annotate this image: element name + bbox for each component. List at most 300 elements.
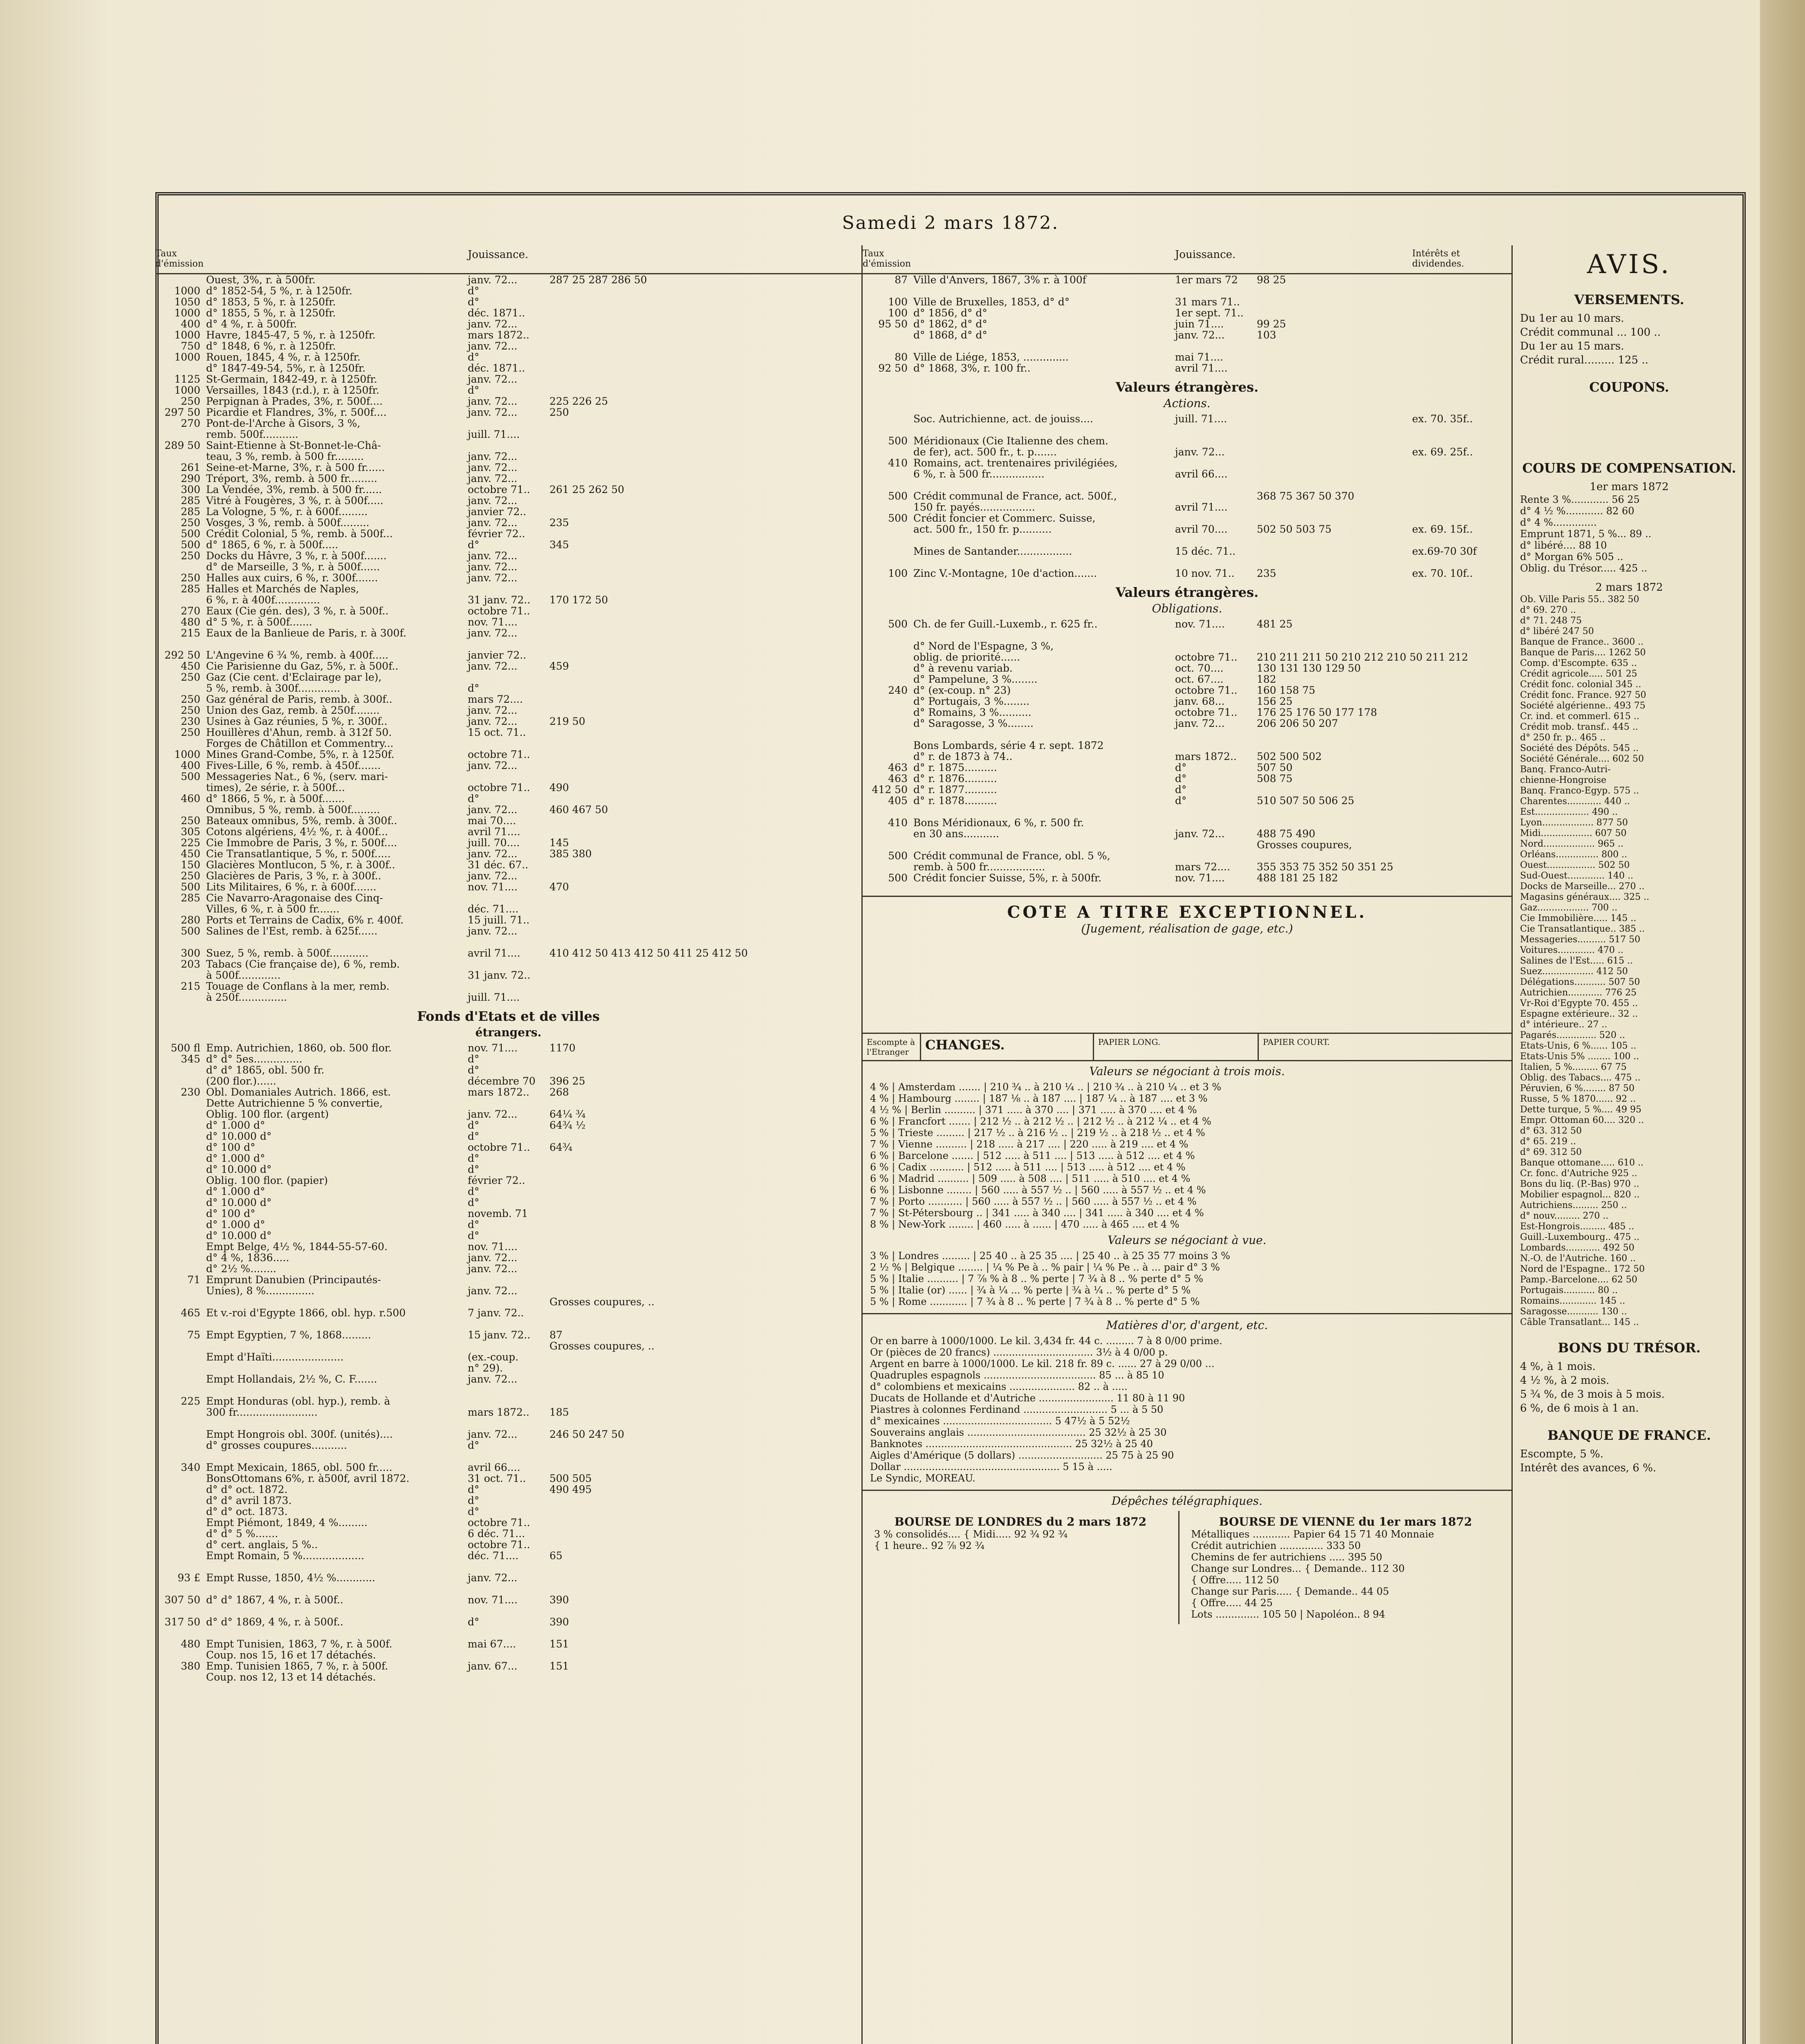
cell-c: 459	[549, 660, 569, 672]
cell-c: 510 507 50 506 25	[1257, 795, 1354, 807]
table-row	[155, 1473, 861, 1484]
cell-n: 80	[895, 351, 908, 363]
text-line: Lyon.................. 877 50	[1520, 818, 1628, 828]
cell-j: d°	[468, 285, 480, 297]
cell-j: 31 déc. 67..	[468, 859, 529, 871]
cell-j: mai 70....	[468, 815, 516, 827]
table-row	[155, 329, 861, 341]
table-row	[155, 1661, 861, 1672]
text-line: Banknotes ............................................... 25 32½ à 25 40	[870, 1438, 1153, 1450]
text-line: Lombards............ 492 50	[1520, 1243, 1635, 1253]
text-line: Saragosse........... 130 ..	[1520, 1307, 1627, 1317]
table-row	[155, 528, 861, 539]
cell-j: d°	[468, 1130, 480, 1142]
cell-j: janv. 72...	[468, 550, 518, 562]
text-line: Mobilier espagnol... 820 ..	[1520, 1190, 1640, 1200]
cell-t: d° grosses coupures...........	[206, 1439, 347, 1451]
cell-t: La Vendée, 3%, remb. à 500 fr......	[206, 484, 382, 495]
cell-t: Bons Lombards, série 4 r. sept. 1872	[913, 740, 1104, 751]
cell-j: avril 71....	[468, 826, 520, 838]
table-row	[155, 793, 861, 804]
middle-rows	[863, 274, 1511, 374]
cell-j: nov. 71....	[468, 1241, 518, 1253]
cell-d: ex. 69. 25f..	[1412, 446, 1473, 458]
table-row	[155, 451, 861, 462]
cell-j: d°	[468, 1439, 480, 1451]
cell-t: Saint-Etienne à St-Bonnet-le-Châ-	[206, 439, 381, 451]
cell-j: janvier 72..	[468, 506, 527, 518]
cell-n: 250	[181, 517, 200, 529]
cell-j: d°	[468, 351, 480, 363]
cell-j: d°	[468, 682, 480, 694]
cell-j: 1er sept. 71..	[1175, 307, 1244, 319]
text-line: Nord de l'Espagne.. 172 50	[1520, 1264, 1645, 1274]
table-row	[155, 1219, 861, 1230]
table-row	[155, 661, 861, 672]
cell-t: d° 100 d°	[206, 1141, 256, 1153]
cell-c: 64¾ ½	[549, 1119, 586, 1131]
middle-obligations-rows	[863, 619, 1511, 883]
table-row	[155, 285, 861, 296]
text-line: d° libéré.... 88 10	[1520, 540, 1607, 551]
cell-j: mars 72....	[468, 693, 523, 705]
cell-j: janv. 72...	[468, 373, 518, 385]
table-row	[155, 495, 861, 506]
text-line: Intérêt des avances, 6 %.	[1520, 1462, 1657, 1474]
table-row	[863, 568, 1511, 579]
cell-n: 500	[888, 435, 908, 447]
table-row	[863, 513, 1511, 524]
cell-t: Bateaux omnibus, 5%, remb. à 300f..	[206, 815, 397, 827]
cell-t: d° 1847-49-54, 5%, r. à 1250fr.	[206, 362, 366, 374]
cell-n: 450	[181, 660, 200, 672]
cell-j: octobre 71..	[1175, 684, 1238, 696]
table-row	[155, 837, 861, 848]
cell-j: janv. 72...	[1175, 717, 1225, 729]
cell-j: 15 oct. 71..	[468, 726, 526, 738]
table-row	[155, 716, 861, 727]
text-line: chienne-Hongroise	[1520, 775, 1607, 785]
cell-t: Glacières de Paris, 3 %, r. à 300f..	[206, 870, 381, 882]
cell-t: Unies), 8 %...............	[206, 1285, 315, 1297]
cell-t: Touage de Conflans à la mer, remb.	[206, 980, 390, 992]
cell-n: 225	[181, 1395, 200, 1407]
text-line: Banque de France.. 3600 ..	[1520, 637, 1644, 647]
cell-t: Soc. Autrichienne, act. de jouiss....	[913, 413, 1093, 425]
cell-n: 460	[181, 793, 200, 805]
table-row	[155, 760, 861, 771]
cell-n: 250	[181, 671, 200, 683]
table-row	[155, 407, 861, 418]
text-line: 6 % | Barcelone ....... | 512 ..... à 511 .... | 513 ..... à 512 .... et 4 %	[870, 1150, 1195, 1161]
table-row	[155, 1429, 861, 1440]
cell-t: d° 100 d°	[206, 1208, 256, 1219]
text-line: Pagarés.............. 520 ..	[1520, 1030, 1625, 1040]
cell-d: ex. 69. 15f..	[1412, 523, 1473, 535]
text-line: d° mexicaines ................................... 5 47½ à 5 52½	[870, 1415, 1130, 1427]
table-row	[863, 685, 1511, 696]
cell-n: 1000	[174, 329, 200, 341]
cell-t: d° 5 %, r. à 500f.......	[206, 616, 312, 628]
text-line: Etats-Unis 5% ........ 100 ..	[1520, 1051, 1639, 1062]
cell-t: Seine-et-Marne, 3%, r. à 500 fr......	[206, 462, 385, 473]
cell-j: avril 66....	[468, 1461, 520, 1473]
cell-j: janv. 67...	[468, 1660, 518, 1672]
table-row	[155, 1197, 861, 1208]
cell-c: Grosses coupures, ..	[549, 1340, 655, 1352]
text-line: 6 % | Cadix ........... | 512 ..... à 511 .... | 513 ..... à 512 .... et 4 %	[870, 1161, 1186, 1173]
left-rows	[155, 274, 861, 1003]
table-row	[155, 1153, 861, 1164]
table-row	[155, 616, 861, 628]
cell-c: 206 206 50 207	[1257, 717, 1338, 729]
cell-t: d° d° 5 %.......	[206, 1528, 278, 1540]
table-row	[863, 424, 1511, 435]
cell-t: Eaux (Cie gén. des), 3 %, r. à 500f..	[206, 605, 389, 617]
cell-j: janvier 72..	[468, 649, 527, 661]
text-line: 6 %, de 6 mois à 1 an.	[1520, 1402, 1639, 1414]
cell-n: 250	[181, 870, 200, 882]
text-line: Nord.................. 965 ..	[1520, 839, 1623, 849]
cell-t: d° 1868, d° d°	[913, 329, 987, 341]
text-line: Change sur Londres... { Demande.. 112 30	[1191, 1563, 1405, 1574]
table-row	[863, 307, 1511, 318]
table-row	[155, 1120, 861, 1131]
cell-t: d° Romains, 3 %..........	[913, 706, 1031, 718]
cell-t: d° 10.000 d°	[206, 1163, 272, 1175]
cell-n: 500	[181, 881, 200, 893]
cell-c: 345	[549, 539, 569, 551]
middle-column	[863, 245, 1513, 2044]
cell-c: 287 25 287 286 50	[549, 274, 647, 286]
table-row	[155, 1230, 861, 1241]
cell-t: Crédit foncier et Commerc. Suisse,	[913, 512, 1096, 524]
table-row	[863, 784, 1511, 795]
cell-n: 500	[888, 512, 908, 524]
table-row	[155, 1616, 861, 1627]
table-row	[155, 683, 861, 694]
cell-t: Cie Transatlantique, 5 %, r. 500f.....	[206, 848, 391, 860]
cell-c: 64¼ ¾	[549, 1108, 586, 1120]
text-line: d° 69. 270 ..	[1520, 605, 1576, 615]
cell-c: 368 75 367 50 370	[1257, 490, 1354, 502]
cell-c: Grosses coupures,	[1257, 839, 1352, 851]
cell-t: d° 10.000 d°	[206, 1130, 272, 1142]
text-line: d° 65. 219 ..	[1520, 1136, 1576, 1147]
cell-t: d° 1848, 6 %, r. à 1250fr.	[206, 340, 336, 352]
cell-j: d°	[468, 1152, 480, 1164]
section-actions-title: Actions.	[1164, 397, 1211, 410]
cell-n: 345	[181, 1053, 200, 1065]
cell-j: d°	[1175, 773, 1187, 784]
text-line: Crédit fonc. France. 927 50	[1520, 690, 1646, 700]
vienne-title: BOURSE DE VIENNE du 1er mars 1872	[1219, 1515, 1472, 1529]
cell-j: nov. 71....	[1175, 618, 1225, 630]
cell-t: (200 flor.)......	[206, 1075, 276, 1087]
cell-t: Gaz général de Paris, remb. à 300f..	[206, 693, 392, 705]
cell-t: Forges de Châtillon et Commentry...	[206, 737, 394, 749]
table-row	[863, 413, 1511, 424]
cell-j: janv. 72...	[468, 406, 518, 418]
cell-j: janv. 72...	[468, 274, 518, 286]
cell-t: Cie Parisienne du Gaz, 5%, r. à 500f..	[206, 660, 399, 672]
table-row	[155, 550, 861, 561]
table-row	[155, 970, 861, 981]
cell-t: 6 %, r. à 400f..............	[206, 594, 320, 606]
text-line: Rente 3 %............ 56 25	[1520, 494, 1640, 505]
cell-c: 488 75 490	[1257, 828, 1316, 840]
table-row	[863, 468, 1511, 480]
table-row	[155, 1087, 861, 1098]
text-line: 5 % | Italie .......... | 7 ⅞ % à 8 .. % perte | 7 ¾ à 8 .. % perte d° 5 %	[870, 1273, 1204, 1284]
cell-n: 307 50	[164, 1594, 200, 1606]
cell-t: Empt Egyptien, 7 %, 1868.........	[206, 1329, 371, 1341]
cell-j: janv. 72...	[468, 473, 518, 484]
table-row	[863, 729, 1511, 740]
cell-t: Picardie et Flandres, 3%, r. 500f....	[206, 406, 387, 418]
cell-t: Houillères d'Ahun, remb. à 312f 50.	[206, 726, 392, 738]
cell-t: 300 fr.........................	[206, 1406, 318, 1418]
cell-t: d° Pampelune, 3 %........	[913, 673, 1038, 685]
text-line: Oblig. du Trésor..... 425 ..	[1520, 563, 1648, 574]
cell-n: 500	[181, 528, 200, 540]
cell-t: d° 1856, d° d°	[913, 307, 987, 319]
cell-t: 150 fr. payés.................	[913, 501, 1035, 513]
cell-t: Cie Navarro-Aragonaise des Cinq-	[206, 892, 383, 904]
cell-t: Mines de Santander.................	[913, 545, 1072, 557]
changes-rows-2	[863, 1250, 1511, 1307]
text-line: Autrichiens......... 250 ..	[1520, 1200, 1627, 1210]
table-row	[155, 374, 861, 385]
cell-c: 488 181 25 182	[1257, 872, 1338, 884]
text-line: 6 % | Madrid .......... | 509 ..... à 508 .... | 511 ..... à 510 .... et 4 %	[870, 1173, 1191, 1184]
cell-t: Versailles, 1843 (r.d.), r. à 1250fr.	[206, 384, 379, 396]
text-line: Pamp.-Barcelone.... 62 50	[1520, 1275, 1637, 1285]
text-line: d° 71. 248 75	[1520, 616, 1582, 626]
text-line: 5 % | Italie (or) ...... | ¾ à ¼ ... % perte | ¾ à ¼ .. % perte d° 5 %	[870, 1284, 1191, 1296]
cell-t: L'Angevine 6 ¾ %, remb. à 400f.....	[206, 649, 389, 661]
table-row	[155, 1296, 861, 1307]
cell-n: 500	[181, 771, 200, 782]
table-row	[863, 435, 1511, 446]
cell-t: d° 1865, 6 %, r. à 500f.....	[206, 539, 339, 551]
table-row	[155, 1407, 861, 1418]
cell-c: 182	[1257, 673, 1276, 685]
cell-j: déc. 1871..	[468, 362, 525, 374]
cell-j: d°	[1175, 762, 1187, 773]
table-row	[155, 892, 861, 903]
table-row	[155, 473, 861, 484]
cell-t: remb. à 500 fr..................	[913, 861, 1045, 873]
text-line: Crédit autrichien .............. 333 50	[1191, 1540, 1361, 1551]
text-line: 4 %, à 1 mois.	[1520, 1360, 1596, 1373]
cell-n: 292 50	[164, 649, 200, 661]
table-row	[155, 1572, 861, 1583]
table-row	[863, 718, 1511, 729]
text-line: { Offre..... 44 25	[1191, 1597, 1273, 1609]
table-row	[155, 1285, 861, 1296]
londres-title: BOURSE DE LONDRES du 2 mars 1872	[894, 1515, 1147, 1529]
cell-t: d° 10.000 d°	[206, 1230, 272, 1242]
table-row	[155, 1307, 861, 1318]
table-row	[863, 352, 1511, 363]
cell-j: mars 1872..	[1175, 751, 1237, 762]
text-line: d° 4 ½ %............ 82 60	[1520, 505, 1635, 517]
cell-t: Messageries Nat., 6 %, (serv. mari-	[206, 771, 388, 782]
text-line: Charentes............ 440 ..	[1520, 796, 1630, 807]
cell-n: 500	[888, 490, 908, 502]
cell-j: d°	[468, 1506, 480, 1517]
cell-j: octobre 71..	[1175, 706, 1238, 718]
cell-j: 6 déc. 71...	[468, 1528, 525, 1540]
text-line: Est-Hongrois......... 485 ..	[1520, 1221, 1635, 1232]
londres-box	[863, 1511, 1178, 1624]
cell-j: janv. 72...	[468, 1108, 518, 1120]
text-line: d° 250 fr. p.. 465 ..	[1520, 733, 1606, 743]
cell-t: d° d° 1867, 4 %, r. à 500f..	[206, 1594, 343, 1606]
cell-t: Emp. Tunisien 1865, 7 %, r. à 500f.	[206, 1660, 388, 1672]
cell-c: 490	[549, 782, 569, 793]
cell-j: octobre 71..	[468, 782, 530, 793]
changes-head-title: CHANGES.	[921, 1034, 1094, 1060]
cell-t: Crédit foncier Suisse, 5%, r. à 500fr.	[913, 872, 1102, 884]
cell-t: Crédit communal de France, act. 500f.,	[913, 490, 1117, 502]
table-row	[863, 546, 1511, 557]
table-row	[155, 1517, 861, 1528]
table-row	[155, 1175, 861, 1186]
text-line: Ob. Ville Paris 55.. 382 50	[1520, 594, 1639, 605]
text-line: Espagne extérieure.. 32 ..	[1520, 1009, 1638, 1019]
cell-n: 75	[187, 1329, 200, 1341]
table-row	[863, 663, 1511, 674]
cell-j: 15 juill. 71..	[468, 914, 530, 926]
table-row	[863, 296, 1511, 307]
cell-t: Rouen, 1845, 4 %, r. à 1250fr.	[206, 351, 361, 363]
cell-n: 480	[181, 616, 200, 628]
text-line: Délégations........... 507 50	[1520, 977, 1640, 987]
cell-n: 317 50	[164, 1616, 200, 1628]
cell-c: 246 50 247 50	[549, 1428, 624, 1440]
cell-t: d° d° oct. 1872.	[206, 1484, 288, 1495]
table-row	[155, 1495, 861, 1506]
cell-c: 219 50	[549, 715, 585, 727]
text-line: Guill.-Luxembourg.. 475 ..	[1520, 1232, 1640, 1242]
cell-c: 390	[549, 1616, 569, 1628]
versements-title: VERSEMENTS.	[1574, 292, 1684, 307]
cell-c: 151	[549, 1638, 569, 1650]
table-row	[155, 1462, 861, 1473]
cell-j: d°	[468, 1163, 480, 1175]
table-row	[155, 914, 861, 926]
cell-j: janv. 72...	[468, 704, 518, 716]
cell-t: Ch. de fer Guill.-Luxemb., r. 625 fr..	[913, 618, 1098, 630]
table-row	[863, 630, 1511, 641]
text-line: 7 % | Porto ........... | 560 ..... à 557 ½ .. | 560 ..... à 557 ½ .. et 4 %	[870, 1196, 1197, 1207]
cell-n: 215	[181, 627, 200, 639]
table-row	[155, 440, 861, 451]
cell-j: juill. 71....	[468, 428, 520, 440]
text-line: Argent en barre à 1000/1000. Le kil. 218 fr. 89 c. ...... 27 à 29 0/00 ...	[870, 1358, 1215, 1369]
exceptionnel-title: COTE A TITRE EXCEPTIONNEL.	[1007, 903, 1367, 922]
cell-j: octobre 71..	[468, 605, 530, 617]
table-row	[155, 1539, 861, 1550]
cell-n: 289 50	[164, 439, 200, 451]
cell-t: Ville d'Anvers, 1867, 3% r. à 100f	[913, 274, 1087, 286]
cell-j: d°	[468, 1230, 480, 1242]
cell-j: nov. 71....	[468, 616, 518, 628]
cell-t: d° 2½ %........	[206, 1263, 276, 1275]
cell-j: février 72..	[468, 528, 525, 540]
cell-t: Salines de l'Est, remb. à 625f......	[206, 925, 378, 937]
cell-j: nov. 71....	[468, 881, 518, 893]
text-line: Ducats de Hollande et d'Autriche ........................ 11 80 à 11 90	[870, 1392, 1185, 1404]
text-line: Salines de l'Est..... 615 ..	[1520, 956, 1633, 966]
table-row	[863, 535, 1511, 546]
table-row	[863, 524, 1511, 535]
coupons-title: COUPONS.	[1589, 379, 1669, 395]
table-row	[155, 1351, 861, 1363]
text-line: Midi.................. 607 50	[1520, 828, 1627, 838]
table-row	[863, 641, 1511, 652]
changes-rows-1	[863, 1081, 1511, 1230]
cell-t: d° r. 1877..........	[913, 784, 997, 796]
cell-j: janv. 72...	[468, 318, 518, 330]
text-line: Banq. Franco-Autri-	[1520, 764, 1611, 775]
interets-header: Intérêts et dividendes.	[1412, 249, 1464, 269]
cell-j: octobre 71..	[1175, 651, 1238, 663]
table-row	[863, 480, 1511, 491]
cell-j: janv. 72...	[468, 1263, 518, 1275]
cell-j: déc. 71....	[468, 1550, 519, 1562]
table-row	[155, 903, 861, 914]
text-line: Chemins de fer autrichiens ..... 395 50	[1191, 1551, 1382, 1563]
middle-column-header	[863, 245, 1511, 274]
cell-t: act. 500 fr., 150 fr. p..........	[913, 523, 1052, 535]
text-line: Vr-Roi d'Egypte 70. 455 ..	[1520, 998, 1638, 1009]
cell-c: 156 25	[1257, 695, 1293, 707]
cell-t: d° 1866, 5 %, r. à 500f.......	[206, 793, 345, 805]
table-row	[155, 1076, 861, 1087]
cell-j: d°	[468, 1197, 480, 1208]
cell-j: 7 janv. 72..	[468, 1307, 524, 1319]
cell-t: Empt Romain, 5 %...................	[206, 1550, 365, 1562]
text-line: Emprunt 1871, 5 %... 89 ..	[1520, 528, 1652, 540]
cell-t: Obl. Domaniales Autrich. 1866, est.	[206, 1086, 391, 1098]
cell-t: d° 4 %, r. à 500fr.	[206, 318, 297, 330]
cell-n: 1125	[174, 373, 200, 385]
cell-t: Glacières Montlucon, 5 %, r. à 300f..	[206, 859, 395, 871]
table-row	[863, 329, 1511, 341]
text-line: d° Morgan 6% 505 ..	[1520, 551, 1623, 563]
cell-j: avril 71....	[1175, 501, 1228, 513]
table-row	[155, 385, 861, 396]
table-row	[155, 1274, 861, 1285]
text-line: d° 4 %..............	[1520, 517, 1597, 528]
matieres-title: Matières d'or, d'argent, etc.	[1106, 1318, 1268, 1332]
cell-t: Eaux de la Banlieue de Paris, r. à 300f.	[206, 627, 406, 639]
cell-t: d° r. 1876..........	[913, 773, 997, 784]
bons-title: BONS DU TRÉSOR.	[1558, 1340, 1701, 1356]
cell-c: 410 412 50 413 412 50 411 25 412 50	[549, 947, 748, 959]
table-row	[155, 1374, 861, 1385]
cell-t: d° d° avril 1873.	[206, 1495, 292, 1506]
cell-t: d° d° 1869, 4 %, r. à 500f..	[206, 1616, 343, 1628]
cell-t: Ports et Terrains de Cadix, 6% r. 400f.	[206, 914, 404, 926]
text-line: Cie Immobilière..... 145 ..	[1520, 913, 1637, 923]
cell-j: d°	[468, 1616, 480, 1628]
text-line: Ouest................. 502 50	[1520, 860, 1630, 870]
cell-t: d° 1.000 d°	[206, 1152, 265, 1164]
